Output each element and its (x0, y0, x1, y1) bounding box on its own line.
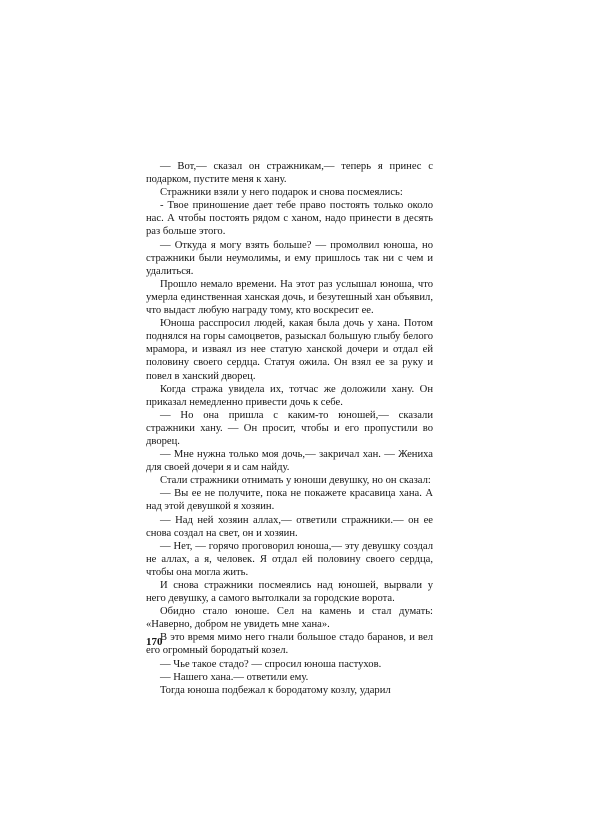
page-number: 170 (146, 636, 163, 648)
paragraph: — Откуда я могу взять больше? — промолвил юноша, но стражники были неумолимы, и ему пришлось так ни с чем и удалиться. (146, 239, 433, 277)
paragraph: — Нет, — горячо проговорил юноша,— эту девушку создал не аллах, а я, человек. Я отдал ей половину своего сердца, чтобы она могла жить. (146, 540, 433, 578)
paragraph: Юноша расспросил людей, какая была дочь у хана. Потом поднялся на горы самоцветов, разыскал большую глыбу белого мрамора, и изваял из нее статую ханской дочери и отдал ей половину своего сердца. Статуя ожила. Он взял ее за руку и повел в ханский дворец. (146, 318, 433, 382)
paragraph: В это время мимо него гнали большое стадо баранов, и вел его огромный бородатый козел. (146, 632, 433, 657)
paragraph: — Чье такое стадо? — спросил юноша пастухов. (160, 658, 382, 670)
paragraph: - Твое приношение дает тебе право постоять только около нас. А чтобы постоять рядом с ханом, надо принести в десять раз больше этого. (146, 200, 433, 238)
paragraph: — Нашего хана.— ответили ему. (160, 671, 309, 683)
paragraph: Стражники взяли у него подарок и снова посмеялись: (160, 187, 403, 199)
paragraph: Стали стражники отнимать у юноши девушку, но он сказал: (160, 475, 431, 487)
paragraph: — Вот,— сказал он стражникам,— теперь я принес с подарком, пустите меня к хану. (146, 161, 433, 186)
paragraph: — Вы ее не получите, пока не покажете красавица хана. А над этой девушкой я хозяин. (146, 488, 433, 513)
paragraph: — Но она пришла с каким-то юношей,— сказали стражники хану. — Он просит, чтобы и его пропустили во дворец. (146, 409, 433, 447)
paragraph: — Мне нужна только моя дочь,— закричал хан. — Жениха для своей дочери я и сам найду. (146, 449, 433, 474)
paragraph: Когда стража увидела их, тотчас же доложили хану. Он приказал немедленно привести дочь к себе. (146, 383, 433, 408)
paragraph: Прошло немало времени. На этот раз услышал юноша, что умерла единственная ханская дочь, и безутешный хан объявил, что выдаст любую награду тому, кто воскресит ее. (146, 278, 433, 317)
paragraph: И снова стражники посмеялись над юношей, вырвали у него девушку, а самого вытолкали за городские ворота. (146, 580, 433, 605)
paragraph: Обидно стало юноше. Сел на камень и стал думать: «Наверно, добром не увидеть мне хана». (146, 606, 433, 631)
body-text (146, 160, 433, 697)
paragraph: — Над ней хозяин аллах,— ответили стражники.— он ее снова создал на свет, он и хозяин. (146, 514, 433, 539)
paragraph: Тогда юноша подбежал к бородатому козлу, ударил (160, 684, 391, 696)
